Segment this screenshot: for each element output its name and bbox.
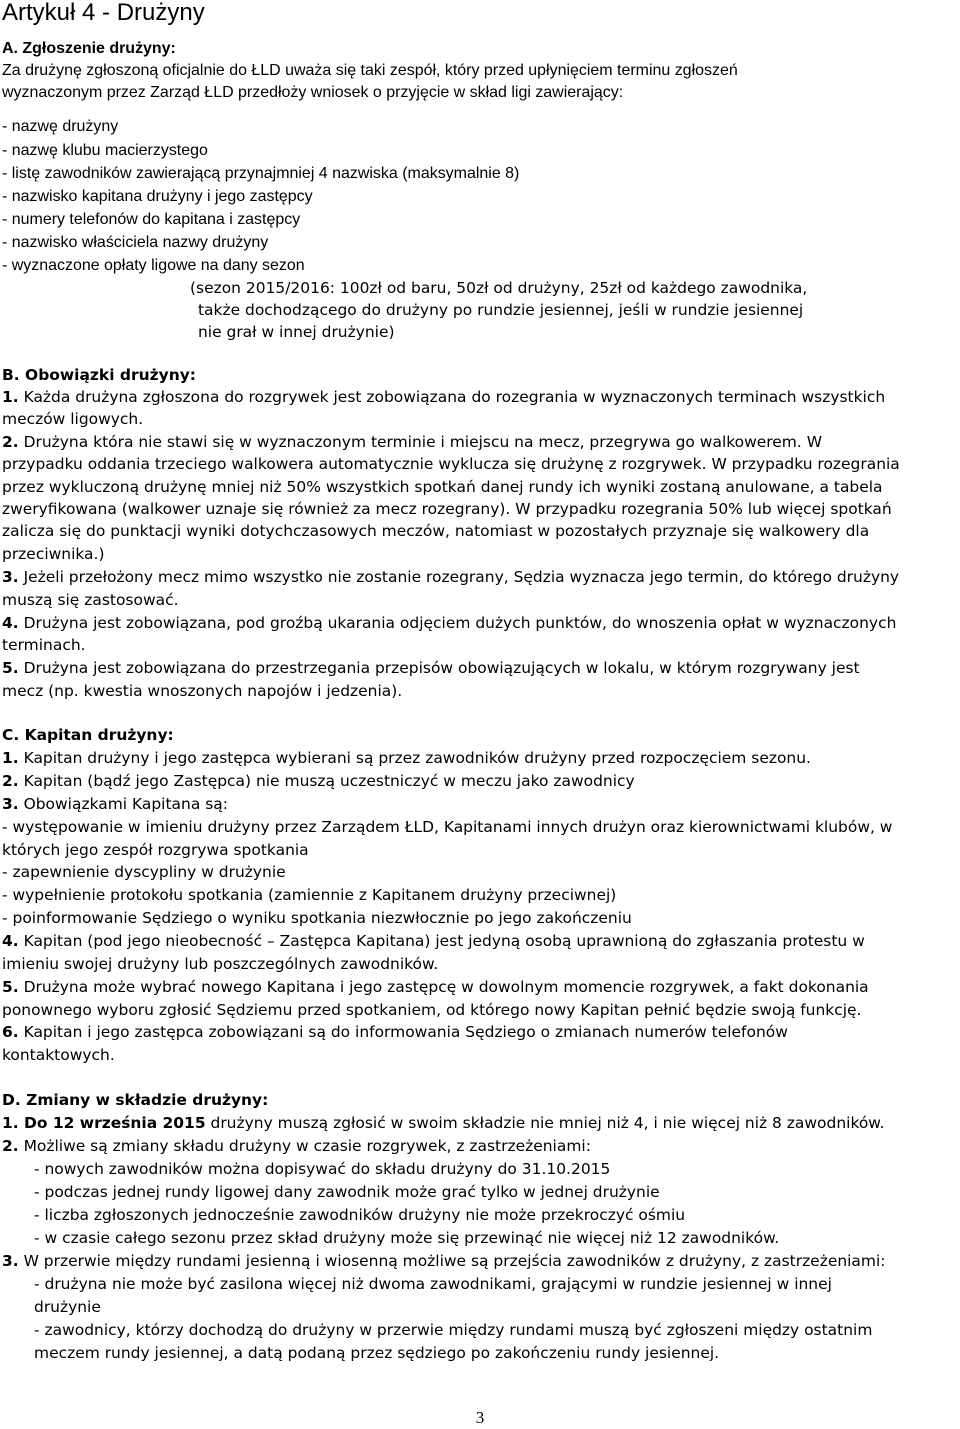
section-b-heading: B. Obowiązki drużyny:	[2, 366, 196, 384]
list-item: - zapewnienie dyscypliny w drużynie	[2, 863, 286, 881]
list-item: - podczas jednej rundy ligowej dany zawodnik może grać tylko w jednej drużynie	[34, 1183, 660, 1201]
section-b-point-2: 2. Drużyna która nie stawi się w wyznaczonym terminie i miejscu na mecz, przegrywa go walkowerem. W	[2, 433, 823, 451]
list-item: - występowanie w imieniu drużyny przez Zarządem ŁLD, Kapitanami innych drużyn oraz kierownictwami klubów, w	[2, 818, 893, 836]
section-b-point-2-cont: przypadku oddania trzeciego walkowera automatycznie wyklucza się drużynę z rozgrywek. W przypadku rozegrania	[2, 455, 900, 473]
section-c-heading: C. Kapitan drużyny:	[2, 726, 174, 744]
section-b-point-2-cont: przez wykluczoną drużynę mniej niż 50% wszystkich spotkań danej rundy ich wyniki zostaną anulowane, a tabela	[2, 478, 883, 496]
list-item: - liczba zgłoszonych jednocześnie zawodników drużyny nie może przekroczyć ośmiu	[34, 1206, 686, 1224]
section-b-point-1-cont: meczów ligowych.	[2, 410, 144, 428]
section-c-point-6: 6. Kapitan i jego zastępca zobowiązani są do informowania Sędziego o zmianach numerów telefonów	[2, 1023, 788, 1041]
section-c-point-4-cont: imieniu swojej drużyny lub poszczególnych zawodników.	[2, 955, 439, 973]
section-c-point-4: 4. Kapitan (pod jego nieobecność – Zastępca Kapitana) jest jedyną osobą uprawnioną do zgłaszania protestu w	[2, 932, 865, 950]
section-d-heading: D. Zmiany w składzie drużyny:	[2, 1091, 269, 1109]
list-item: - w czasie całego sezonu przez skład drużyny może się przewinąć nie więcej niż 12 zawodników.	[34, 1229, 780, 1247]
list-item: - listę zawodników zawierającą przynajmniej 4 nazwiska (maksymalnie 8)	[2, 165, 520, 182]
section-c-point-5-cont: ponownego wyboru zgłosić Sędziemu przed spotkaniem, od którego nowy Kapitan pełnić będzie swoją funkcję.	[2, 1001, 862, 1019]
list-item-cont: drużynie	[34, 1298, 101, 1316]
fee-note-line-2: także dochodzącego do drużyny po rundzie jesiennej, jeśli w rundzie jesiennej	[198, 301, 804, 319]
list-item: - numery telefonów do kapitana i zastępcy	[2, 211, 301, 228]
list-item: - wypełnienie protokołu spotkania (zamiennie z Kapitanem drużyny przeciwnej)	[2, 886, 617, 904]
list-item: - drużyna nie może być zasilona więcej niż dwoma zawodnikami, grającymi w rundzie jesiennej w innej	[34, 1275, 832, 1293]
article-title: Artykuł 4 - Drużyny	[2, 0, 205, 26]
section-d-point-3: 3. W przerwie między rundami jesienną i wiosenną możliwe są przejścia zawodników z drużyny, z zastrzeżeniami:	[2, 1252, 886, 1270]
section-a-heading: A. Zgłoszenie drużyny:	[2, 40, 176, 57]
section-b-point-5-cont: mecz (np. kwestia wnoszonych napojów i jedzenia).	[2, 682, 403, 700]
list-item-cont: meczem rundy jesiennej, a datą podaną przez sędziego po zakończeniu rundy jesiennej.	[34, 1344, 720, 1362]
section-b-point-3: 3. Jeżeli przełożony mecz mimo wszystko nie zostanie rozegrany, Sędzia wyznacza jego termin, do którego drużyny	[2, 568, 900, 586]
section-c-point-2: 2. Kapitan (bądź jego Zastępca) nie muszą uczestniczyć w meczu jako zawodnicy	[2, 772, 635, 790]
list-item: - zawodnicy, którzy dochodzą do drużyny w przerwie między rundami muszą być zgłoszeni między ostatnim	[34, 1321, 873, 1339]
list-item: - nazwisko kapitana drużyny i jego zastępcy	[2, 188, 313, 205]
section-b-point-4: 4. Drużyna jest zobowiązana, pod groźbą ukarania odjęciem dużych punktów, do wnoszenia opłat w wyznaczonych	[2, 614, 897, 632]
list-item: - nazwisko właściciela nazwy drużyny	[2, 234, 269, 251]
section-b-point-5: 5. Drużyna jest zobowiązana do przestrzegania przepisów obowiązujących w lokalu, w którym rozgrywany jest	[2, 659, 860, 677]
section-c-point-1: 1. Kapitan drużyny i jego zastępca wybierani są przez zawodników drużyny przed rozpoczęciem sezonu.	[2, 749, 811, 767]
section-b-point-2-cont: przeciwnika.)	[2, 545, 105, 563]
section-b-point-3-cont: muszą się zastosować.	[2, 591, 179, 609]
section-b-point-1: 1. Każda drużyna zgłoszona do rozgrywek jest zobowiązana do rozegrania w wyznaczonych terminach wszystkich	[2, 388, 886, 406]
section-b-point-4-cont: terminach.	[2, 636, 86, 654]
list-item: - poinformowanie Sędziego o wyniku spotkania niezwłocznie po jego zakończeniu	[2, 909, 632, 927]
section-a-intro-line-2: wyznaczonym przez Zarząd ŁLD przedłoży wniosek o przyjęcie w skład ligi zawierający:	[2, 84, 624, 101]
section-c-point-6-cont: kontaktowych.	[2, 1046, 115, 1064]
fee-note-line-3: nie grał w innej drużynie)	[198, 323, 395, 341]
section-c-point-5: 5. Drużyna może wybrać nowego Kapitana i jego zastępcę w dowolnym momencie rozgrywek, a fakt dokonania	[2, 978, 869, 996]
section-a-intro-line-1: Za drużynę zgłoszoną oficjalnie do ŁLD uważa się taki zespół, który przed upłynięciem terminu zgłoszeń	[2, 62, 738, 79]
list-item-cont: których jego zespół rozgrywa spotkania	[2, 841, 309, 859]
section-b-point-2-cont: zweryfikowana (walkower uznaje się również za mecz rozegrany). W przypadku rozegrania 50% lub więcej spotkań	[2, 500, 892, 518]
list-item: - nowych zawodników można dopisywać do składu drużyny do 31.10.2015	[34, 1160, 611, 1178]
section-c-point-3: 3. Obowiązkami Kapitana są:	[2, 795, 228, 813]
page-number: 3	[475, 1408, 485, 1427]
list-item: - wyznaczone opłaty ligowe na dany sezon	[2, 257, 305, 274]
fee-note-line-1: (sezon 2015/2016: 100zł od baru, 50zł od drużyny, 25zł od każdego zawodnika,	[190, 279, 808, 297]
list-item: - nazwę drużyny	[2, 118, 119, 135]
section-b-point-2-cont: zalicza się do punktacji wyniki dotychczasowych meczów, natomiast w pozostałych przyznaje się walkowery dla	[2, 522, 870, 540]
section-d-point-1: 1. Do 12 września 2015 drużyny muszą zgłosić w swoim składzie nie mniej niż 4, i nie więcej niż 8 zawodników.	[2, 1114, 885, 1132]
list-item: - nazwę klubu macierzystego	[2, 142, 208, 159]
section-d-point-2: 2. Możliwe są zmiany składu drużyny w czasie rozgrywek, z zastrzeżeniami:	[2, 1137, 591, 1155]
